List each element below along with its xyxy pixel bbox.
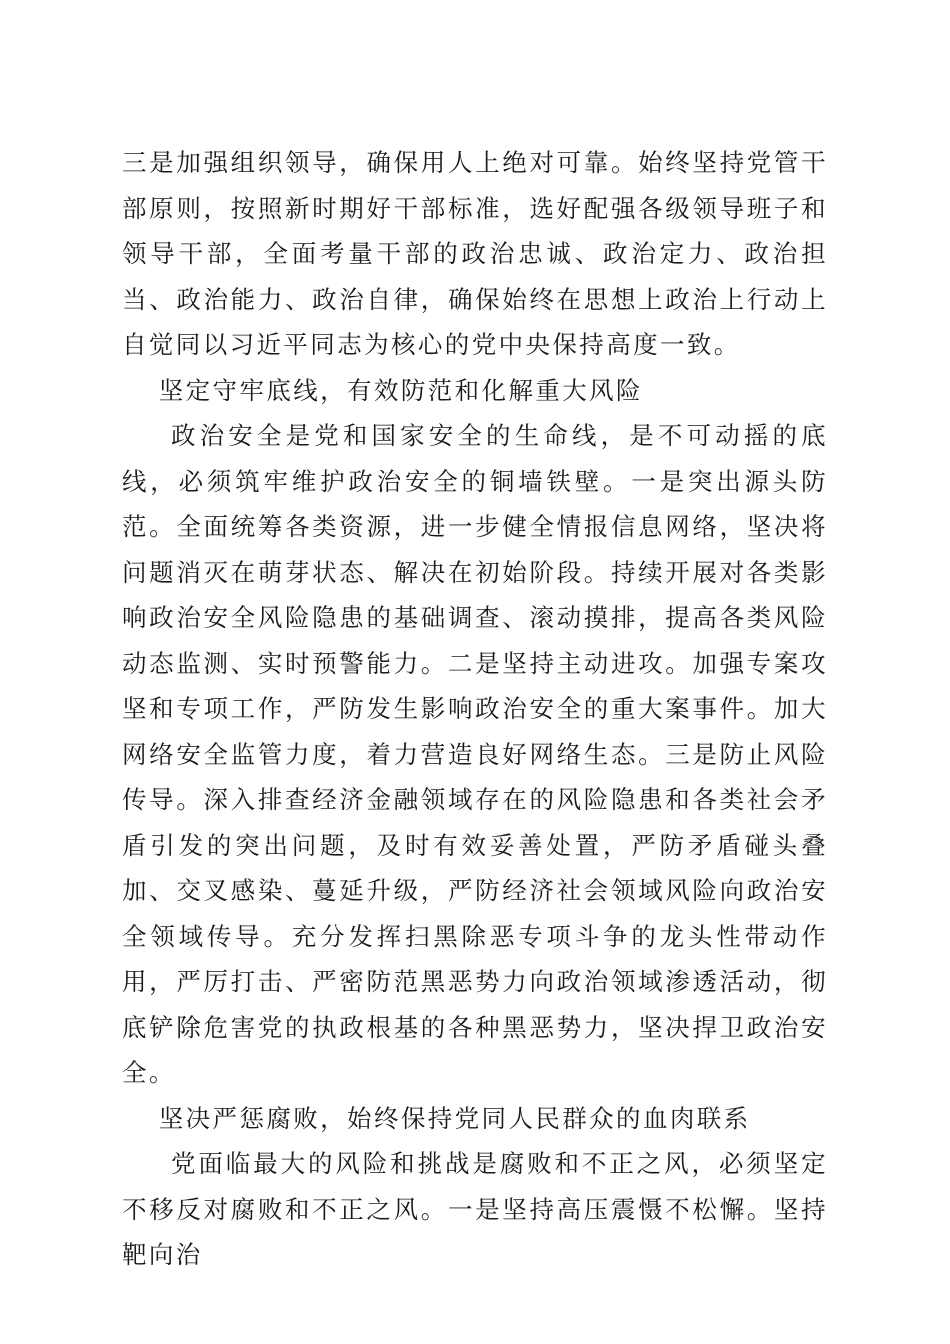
paragraph-anti-corruption: 党面临最大的风险和挑战是腐败和不正之风，必须坚定不移反对腐败和不正之风。一是坚持高压震慑不松懈。坚持靶向治	[122, 1149, 828, 1269]
document-body	[122, 140, 828, 1278]
paragraph-political-security: 政治安全是党和国家安全的生命线，是不可动摇的底线，必须筑牢维护政治安全的铜墙铁壁。一是突出源头防范。全面统筹各类资源，进一步健全情报信息网络，坚决将问题消灭在萌芽状态、解决在初始阶段。持续开展对各类影响政治安全风险隐患的基础调查、滚动摸排，提高各类风险动态监测、实时预警能力。二是坚持主动进攻。加强专案攻坚和专项工作，严防发生影响政治安全的重大案事件。加大网络安全监管力度，着力营造良好网络生态。三是防止风险传导。深入排查经济金融领域存在的风险隐患和各类社会矛盾引发的突出问题，及时有效妥善处置，严防矛盾碰头叠加、交叉感染、蔓延升级，严防经济社会领域风险向政治安全领域传导。充分发挥扫黑除恶专项斗争的龙头性带动作用，严厉打击、严密防范黑恶势力向政治领域渗透活动，彻底铲除危害党的执政根基的各种黑恶势力，坚决捍卫政治安全。	[122, 421, 828, 1087]
paragraph-cadre-leadership: 三是加强组织领导，确保用人上绝对可靠。始终坚持党管干部原则，按照新时期好干部标准，选好配强各级领导班子和领导干部，全面考量干部的政治忠诚、政治定力、政治担当、政治能力、政治自律，确保始终在思想上政治上行动上自觉同以习近平同志为核心的党中央保持高度一致。	[122, 148, 828, 359]
section-heading-political-security: 坚定守牢底线，有效防范和化解重大风险	[158, 375, 643, 405]
section-heading-anti-corruption: 坚决严惩腐败，始终保持党同人民群众的血肉联系	[158, 1103, 751, 1133]
